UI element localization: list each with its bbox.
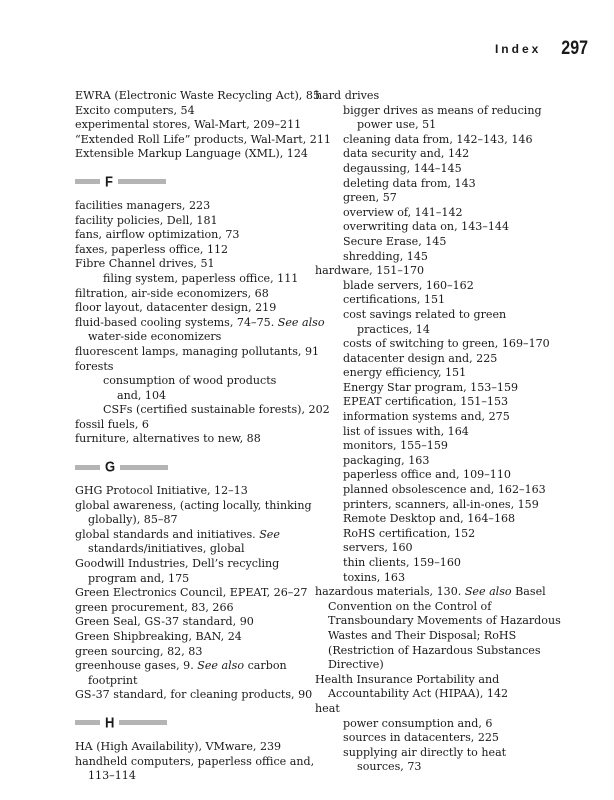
index-subentry bbox=[315, 439, 580, 454]
index-subentry bbox=[315, 133, 580, 148]
index-entry bbox=[75, 214, 300, 229]
entry-line: practices, 14 bbox=[357, 322, 430, 336]
running-head bbox=[495, 40, 588, 58]
entry-line: furniture, alternatives to new, 88 bbox=[75, 432, 261, 446]
entry-line: Secure Erase, 145 bbox=[343, 234, 447, 248]
entry-line: cleaning data from, 142–143, 146 bbox=[343, 132, 533, 146]
heading-bar bbox=[119, 720, 167, 725]
index-entry bbox=[75, 118, 300, 133]
entry-line: monitors, 155–159 bbox=[343, 439, 448, 453]
entry-line: faxes, paperless office, 112 bbox=[75, 242, 229, 256]
entry-line: filtration, air-side economizers, 68 bbox=[75, 286, 269, 300]
entry-line: facility policies, Dell, 181 bbox=[75, 213, 218, 227]
index-entry bbox=[315, 702, 580, 717]
entry-line: power use, 51 bbox=[357, 118, 437, 132]
heading-letter: F bbox=[105, 172, 113, 190]
entry-line: certifications, 151 bbox=[343, 293, 446, 307]
entry-line: water-side economizers bbox=[88, 330, 222, 344]
entry-line: power consumption and, 6 bbox=[343, 716, 493, 730]
entry-line: fluorescent lamps, managing pollutants, 91 bbox=[75, 344, 320, 358]
entry-line: Transboundary Movements of Hazardous bbox=[328, 614, 561, 628]
entry-line: information systems and, 275 bbox=[343, 410, 510, 424]
entry-line: servers, 160 bbox=[343, 541, 413, 555]
index-entry bbox=[75, 418, 300, 433]
entry-line: data security and, 142 bbox=[343, 147, 470, 161]
entry-line: cost savings related to green bbox=[343, 307, 507, 321]
index-subentry bbox=[315, 279, 580, 294]
entry-line: footprint bbox=[88, 673, 138, 687]
entry-line: costs of switching to green, 169–170 bbox=[343, 337, 550, 351]
index-entry bbox=[75, 498, 312, 528]
index-entry bbox=[75, 360, 300, 375]
entry-line: bigger drives as means of reducing bbox=[343, 103, 542, 117]
index-entry bbox=[75, 754, 315, 784]
entry-line: overwriting data on, 143–144 bbox=[343, 220, 510, 234]
index-subentry bbox=[315, 177, 580, 192]
entry-line: fans, airflow optimization, 73 bbox=[75, 228, 240, 242]
entry-line: hazardous materials, 130. See also Basel bbox=[315, 585, 546, 599]
entry-line: green, 57 bbox=[343, 191, 397, 205]
index-subentry bbox=[75, 272, 300, 287]
index-subentry bbox=[315, 337, 580, 352]
index-entry bbox=[75, 315, 325, 345]
index-entry bbox=[75, 688, 313, 703]
entry-line: global awareness, (acting locally, thinking bbox=[75, 498, 312, 512]
index-subentry bbox=[315, 250, 580, 265]
entry-line: and, 104 bbox=[117, 388, 167, 402]
index-subentry bbox=[315, 352, 580, 367]
index-entry bbox=[75, 586, 308, 601]
entry-line: heat bbox=[315, 701, 340, 715]
index-entry bbox=[315, 264, 580, 279]
entry-line: datacenter design and, 225 bbox=[343, 351, 498, 365]
index-entry bbox=[75, 432, 300, 447]
index-subentry bbox=[315, 366, 580, 381]
entry-line: packaging, 163 bbox=[343, 453, 430, 467]
index-entry bbox=[75, 287, 300, 302]
entry-line: Fibre Channel drives, 51 bbox=[75, 257, 215, 271]
entry-line: planned obsolescence and, 162–163 bbox=[343, 483, 546, 497]
entry-line: printers, scanners, all-in-ones, 159 bbox=[343, 497, 539, 511]
entry-line: hard drives bbox=[315, 89, 380, 102]
entry-line: consumption of wood products bbox=[103, 374, 277, 388]
index-subentry bbox=[315, 483, 580, 498]
entry-line: filing system, paperless office, 111 bbox=[103, 271, 299, 285]
heading-bar bbox=[75, 720, 100, 725]
entry-line: green sourcing, 82, 83 bbox=[75, 644, 203, 658]
heading-bar bbox=[118, 179, 166, 184]
index-entry bbox=[315, 585, 580, 673]
index-entry bbox=[315, 89, 580, 104]
letter-heading-f bbox=[75, 173, 300, 191]
letter-heading-h bbox=[75, 714, 300, 732]
letter-heading-g bbox=[75, 458, 300, 476]
entry-line: Goodwill Industries, Dell’s recycling bbox=[75, 557, 280, 571]
section-name: Index bbox=[494, 42, 542, 56]
index-entry bbox=[75, 615, 300, 630]
entry-line: thin clients, 159–160 bbox=[343, 556, 461, 569]
entry-line: standards/initiatives, global bbox=[88, 542, 245, 556]
index-subentry bbox=[315, 498, 580, 513]
index-entry bbox=[75, 484, 300, 499]
entry-line: shredding, 145 bbox=[343, 249, 428, 263]
index-subentry bbox=[75, 403, 330, 418]
entry-line: fluid-based cooling systems, 74–75. See also bbox=[75, 315, 325, 329]
entry-line: Extensible Markup Language (XML), 124 bbox=[75, 147, 308, 161]
entry-line: Green Shipbreaking, BAN, 24 bbox=[75, 630, 242, 643]
entry-line: Health Insurance Portability and bbox=[315, 672, 500, 686]
index-entry bbox=[75, 199, 300, 214]
index-entry bbox=[75, 528, 300, 557]
entry-line: forests bbox=[75, 359, 114, 373]
heading-bar bbox=[75, 179, 100, 184]
index-subentry bbox=[315, 556, 580, 571]
entry-line: paperless office and, 109–110 bbox=[343, 468, 511, 482]
index-entry bbox=[75, 228, 300, 243]
index-subentry bbox=[315, 191, 580, 206]
entry-line: blade servers, 160–162 bbox=[343, 278, 474, 292]
entry-line: Excito computers, 54 bbox=[75, 103, 195, 117]
index-subentry bbox=[315, 541, 580, 556]
entry-line: GS-37 standard, for cleaning products, 90 bbox=[75, 688, 313, 702]
index-column-right bbox=[315, 89, 580, 775]
entry-line: greenhouse gases, 9. See also carbon bbox=[75, 659, 287, 673]
index-entry bbox=[75, 557, 300, 586]
entry-line: Accountability Act (HIPAA), 142 bbox=[328, 687, 509, 701]
index-subentry bbox=[315, 206, 580, 221]
entry-line: Wastes and Their Disposal; RoHS bbox=[328, 628, 517, 642]
entry-line: experimental stores, Wal-Mart, 209–211 bbox=[75, 118, 302, 132]
page-number: 297 bbox=[561, 38, 588, 59]
index-subentry bbox=[315, 381, 580, 396]
entry-line: toxins, 163 bbox=[343, 570, 406, 584]
index-entry bbox=[75, 344, 320, 360]
entry-line: fossil fuels, 6 bbox=[75, 417, 149, 431]
entry-line: handheld computers, paperless office and, bbox=[75, 754, 315, 768]
index-entry bbox=[75, 147, 308, 162]
entry-line: degaussing, 144–145 bbox=[343, 161, 462, 175]
index-entry bbox=[75, 132, 331, 148]
heading-bar bbox=[75, 465, 100, 470]
entry-line: RoHS certification, 152 bbox=[343, 526, 476, 540]
heading-letter: H bbox=[105, 713, 115, 731]
index-subentry bbox=[315, 527, 580, 542]
index-entry bbox=[315, 673, 580, 702]
index-subentry bbox=[75, 374, 300, 403]
index-subentry bbox=[315, 571, 580, 586]
entry-line: CSFs (certified sustainable forests), 202 bbox=[103, 403, 330, 417]
entry-line: overview of, 141–142 bbox=[343, 205, 463, 219]
index-subentry bbox=[315, 235, 580, 250]
index-subentry bbox=[315, 410, 580, 425]
entry-line: sources in datacenters, 225 bbox=[343, 731, 499, 745]
index-entry bbox=[75, 243, 300, 258]
index-subentry bbox=[315, 454, 580, 469]
entry-line: floor layout, datacenter design, 219 bbox=[75, 301, 277, 315]
entry-line: hardware, 151–170 bbox=[315, 264, 425, 278]
entry-line: Green Electronics Council, EPEAT, 26–27 bbox=[75, 586, 308, 600]
index-subentry bbox=[315, 746, 580, 775]
index-entry bbox=[75, 630, 300, 645]
entry-line: green procurement, 83, 266 bbox=[75, 600, 234, 614]
entry-line: Convention on the Control of bbox=[328, 599, 492, 613]
index-entry bbox=[75, 740, 300, 755]
index-subentry bbox=[315, 395, 580, 410]
entry-line: facilities managers, 223 bbox=[75, 198, 211, 212]
entry-line: 113–114 bbox=[88, 769, 136, 783]
index-entry bbox=[75, 601, 300, 616]
heading-bar bbox=[120, 465, 168, 470]
index-entry bbox=[75, 659, 300, 688]
entry-line: HA (High Availability), VMware, 239 bbox=[75, 739, 282, 753]
entry-line: Green Seal, GS-37 standard, 90 bbox=[75, 615, 254, 629]
index-entry bbox=[75, 645, 300, 660]
entry-line: EPEAT certification, 151–153 bbox=[343, 395, 509, 409]
index-subentry bbox=[315, 468, 580, 483]
entry-line: (Restriction of Hazardous Substances bbox=[328, 643, 541, 657]
index-entry bbox=[75, 301, 300, 316]
index-subentry bbox=[315, 512, 580, 527]
entry-line: list of issues with, 164 bbox=[343, 424, 469, 438]
index-subentry bbox=[315, 731, 580, 746]
entry-line: sources, 73 bbox=[357, 760, 422, 774]
entry-line: Directive) bbox=[328, 658, 384, 672]
index-subentry bbox=[315, 220, 580, 235]
entry-line: program and, 175 bbox=[88, 571, 190, 585]
index-subentry bbox=[315, 147, 580, 162]
entry-line: energy efficiency, 151 bbox=[343, 366, 467, 380]
entry-line: global standards and initiatives. See bbox=[75, 527, 280, 541]
entry-line: Energy Star program, 153–159 bbox=[343, 380, 519, 394]
heading-letter: G bbox=[105, 457, 116, 475]
entry-line: “Extended Roll Life” products, Wal-Mart, 211 bbox=[75, 132, 331, 146]
index-subentry bbox=[315, 717, 580, 732]
index-subentry bbox=[315, 425, 580, 440]
entry-line: supplying air directly to heat bbox=[343, 745, 507, 759]
index-entry bbox=[75, 89, 320, 104]
index-subentry bbox=[315, 293, 580, 308]
entry-line: Remote Desktop and, 164–168 bbox=[343, 512, 516, 526]
index-entry bbox=[75, 257, 300, 272]
entry-line: EWRA (Electronic Waste Recycling Act), 85 bbox=[75, 89, 320, 102]
index-entry bbox=[75, 104, 300, 119]
entry-line: globally), 85–87 bbox=[88, 513, 178, 527]
index-subentry bbox=[315, 162, 580, 177]
entry-line: deleting data from, 143 bbox=[343, 176, 476, 190]
index-subentry bbox=[315, 308, 580, 337]
index-subentry bbox=[315, 104, 580, 133]
entry-line: GHG Protocol Initiative, 12–13 bbox=[75, 484, 248, 498]
